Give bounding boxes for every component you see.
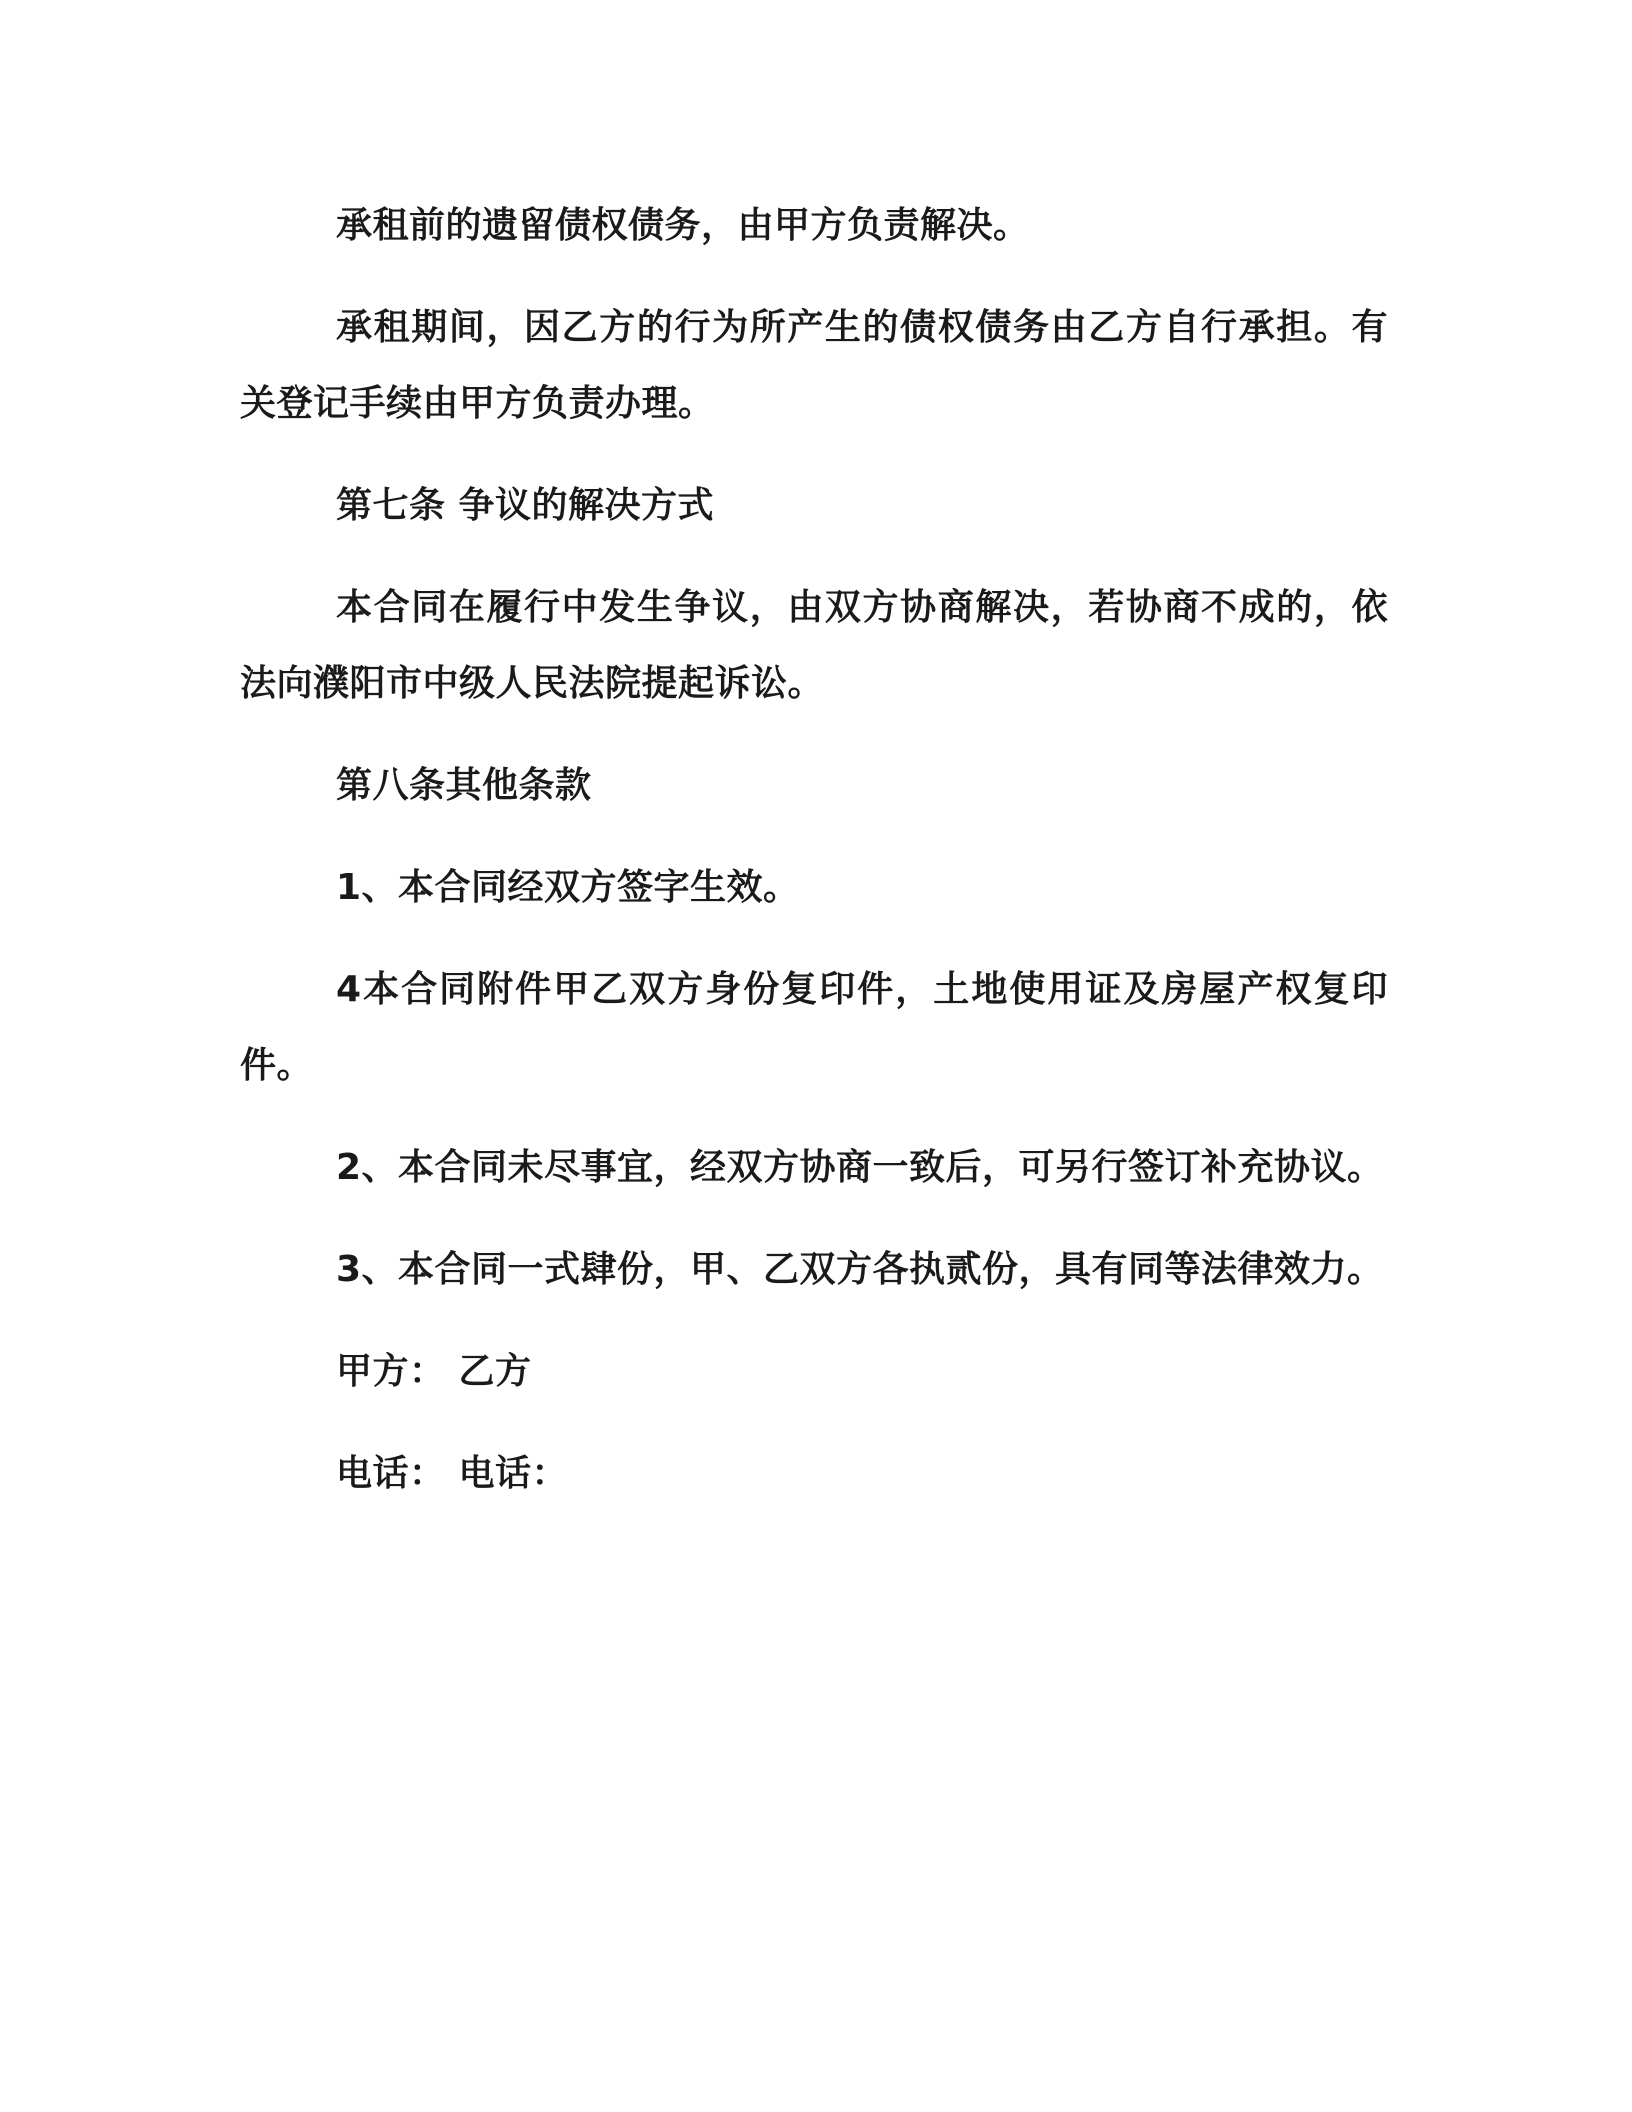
clause-4-attachments: 4本合同附件甲乙双方身份复印件，土地使用证及房屋产权复印件。 (240, 969, 1388, 1086)
clause-2-supplement: 2、本合同未尽事宜，经双方协商一致后，可另行签订补充协议。 (336, 1147, 1384, 1188)
paragraph-dispute-resolution: 本合同在履行中发生争议，由双方协商解决，若协商不成的，依法向濮阳市中级人民法院提起诉讼。 (240, 587, 1388, 704)
clause-1-effective: 1、本合同经双方签字生效。 (336, 867, 800, 908)
paragraph-prior-debts: 承租前的遗留债权债务，由甲方负责解决。 (336, 205, 1030, 246)
paragraph-lease-period-debts: 承租期间，因乙方的行为所产生的债权债务由乙方自行承担。有关登记手续由甲方负责办理。 (240, 307, 1388, 424)
document-body (240, 188, 1388, 1538)
article-seven-heading: 第七条 争议的解决方式 (336, 485, 715, 526)
signature-parties-line: 甲方： 乙方 (336, 1351, 532, 1392)
signature-phone-line: 电话： 电话： (336, 1453, 569, 1494)
article-eight-heading: 第八条其他条款 (336, 765, 592, 806)
clause-3-copies: 3、本合同一式肆份，甲、乙双方各执贰份，具有同等法律效力。 (336, 1249, 1384, 1290)
